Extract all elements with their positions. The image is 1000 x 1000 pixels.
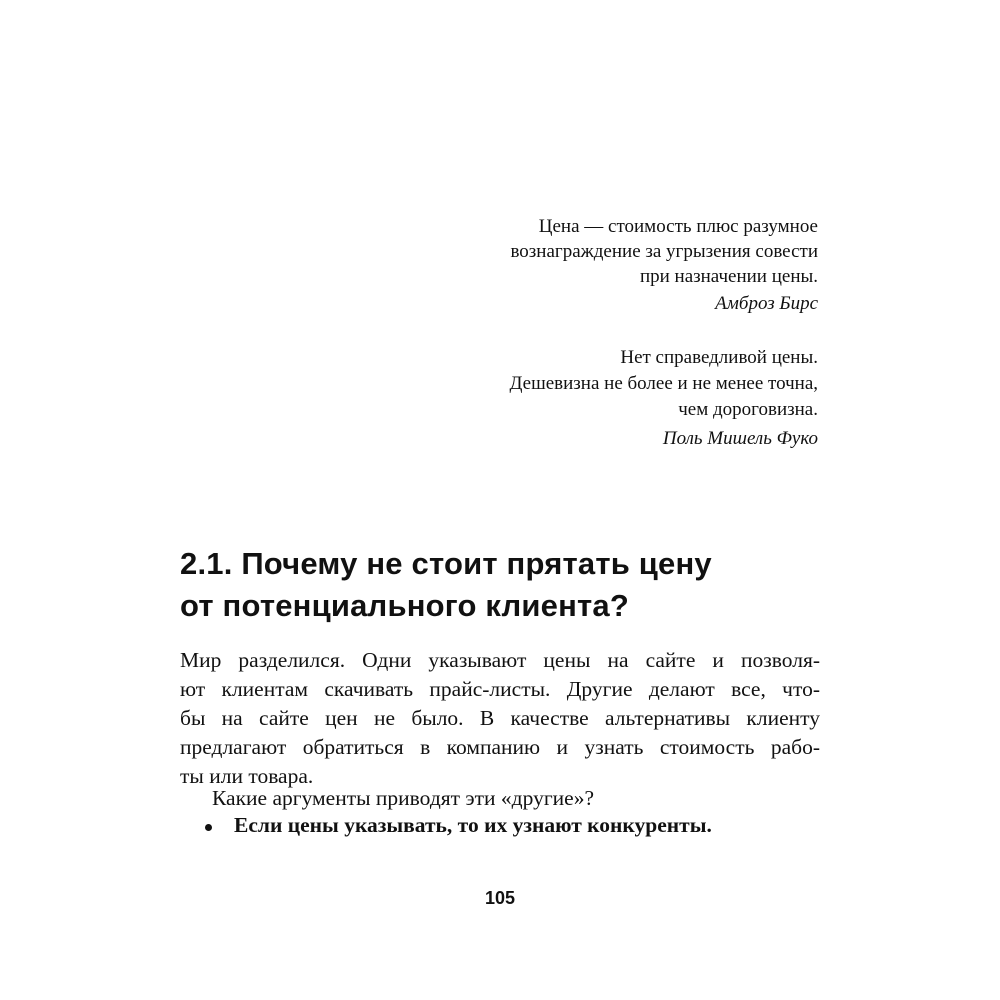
epigraph-line: Цена — стоимость плюс разумное bbox=[538, 216, 818, 237]
epigraph-line: при назначении цены. bbox=[639, 266, 818, 287]
section-heading-line: 2.1. Почему не стоит прятать цену bbox=[180, 546, 712, 581]
bullet-icon bbox=[205, 824, 212, 831]
paragraph-line: ты или товара. bbox=[180, 764, 314, 788]
page-number: 105 bbox=[484, 888, 516, 908]
paragraph-line: ют клиентам скачивать прайс-листы. Другие делают все, что- bbox=[180, 677, 820, 701]
bullet-text: Если цены указывать, то их узнают конкуренты. bbox=[234, 813, 712, 837]
epigraph-author: Поль Мишель Фуко bbox=[662, 428, 818, 449]
epigraph-line: чем дороговизна. bbox=[678, 399, 818, 420]
epigraph-author: Амброз Бирс bbox=[715, 293, 818, 314]
bullet-item bbox=[205, 813, 845, 838]
epigraph-line: вознаграждение за угрызения совести bbox=[510, 241, 818, 262]
paragraph-line: предлагают обратиться в компанию и узнать стоимость рабо- bbox=[180, 735, 820, 759]
question-line: Какие аргументы приводят эти «другие»? bbox=[212, 786, 594, 810]
epigraph-line: Нет справедливой цены. bbox=[620, 347, 818, 368]
section-heading-line: от потенциального клиента? bbox=[180, 588, 629, 623]
paragraph-line: Мир разделился. Одни указывают цены на сайте и позволя- bbox=[180, 648, 820, 672]
paragraph-line: бы на сайте цен не было. В качестве альтернативы клиенту bbox=[180, 706, 820, 730]
epigraph-line: Дешевизна не более и не менее точна, bbox=[509, 373, 818, 394]
